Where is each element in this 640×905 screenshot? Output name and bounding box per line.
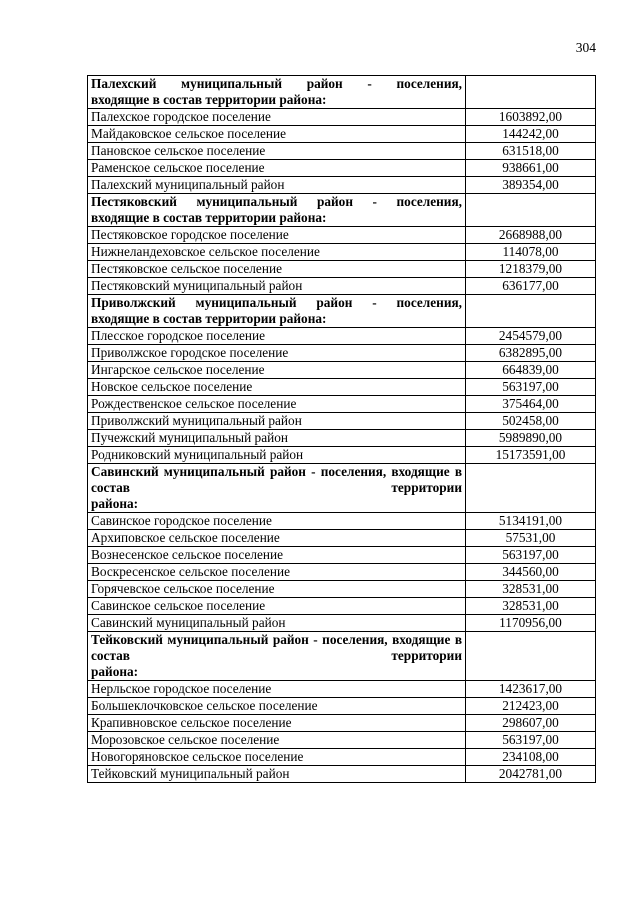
table-row (88, 345, 596, 362)
section-header-row (88, 632, 596, 681)
settlement-name: Вознесенское сельское поселение (88, 547, 466, 564)
settlement-amount: 6382895,00 (466, 345, 596, 362)
settlement-amount: 1218379,00 (466, 261, 596, 278)
section-header-amount-cell (466, 295, 596, 328)
section-header-line: Приволжский муниципальный район - поселения, (91, 295, 462, 310)
settlement-amount: 1423617,00 (466, 681, 596, 698)
settlement-name: Пестяковское городское поселение (88, 227, 466, 244)
settlement-amount: 2042781,00 (466, 766, 596, 783)
settlement-amount: 375464,00 (466, 396, 596, 413)
section-header-line: поселения, входящие в состав территории (91, 464, 463, 495)
settlement-name: Раменское сельское поселение (88, 160, 466, 177)
settlement-amount: 298607,00 (466, 715, 596, 732)
section-header (88, 194, 466, 227)
settlement-amount: 212423,00 (466, 698, 596, 715)
settlement-name: Палехский муниципальный район (88, 177, 466, 194)
table-row (88, 766, 596, 783)
section-header (88, 464, 466, 513)
section-header-row (88, 194, 596, 227)
table-row (88, 530, 596, 547)
settlement-name: Рождественское сельское поселение (88, 396, 466, 413)
section-header-amount-cell (466, 632, 596, 681)
settlement-amount: 57531,00 (466, 530, 596, 547)
settlement-name: Пучежский муниципальный район (88, 430, 466, 447)
settlement-name: Воскресенское сельское поселение (88, 564, 466, 581)
table-row (88, 732, 596, 749)
settlement-amount: 328531,00 (466, 598, 596, 615)
section-header-line: входящие в состав территории района: (91, 92, 327, 107)
section-header-line: поселения, входящие в состав территории (91, 632, 462, 663)
table-row (88, 598, 596, 615)
section-header-line: входящие в состав территории района: (91, 311, 327, 326)
settlement-name: Новское сельское поселение (88, 379, 466, 396)
settlement-name: Палехское городское поселение (88, 109, 466, 126)
settlement-amount: 144242,00 (466, 126, 596, 143)
settlement-amount: 15173591,00 (466, 447, 596, 464)
settlement-name: Приволжское городское поселение (88, 345, 466, 362)
settlement-amount: 1603892,00 (466, 109, 596, 126)
table-row (88, 109, 596, 126)
table-row (88, 681, 596, 698)
settlement-name: Крапивновское сельское поселение (88, 715, 466, 732)
section-header-row (88, 295, 596, 328)
settlement-amount: 328531,00 (466, 581, 596, 598)
section-header-line: Тейковский муниципальный район - (91, 632, 318, 647)
section-header (88, 76, 466, 109)
settlement-amount: 2454579,00 (466, 328, 596, 345)
settlement-amount: 1170956,00 (466, 615, 596, 632)
settlement-name: Большеклочковское сельское поселение (88, 698, 466, 715)
section-header-amount-cell (466, 76, 596, 109)
table-row (88, 143, 596, 160)
settlement-name: Приволжский муниципальный район (88, 413, 466, 430)
table-row (88, 749, 596, 766)
settlement-name: Архиповское сельское поселение (88, 530, 466, 547)
settlement-name: Савинский муниципальный район (88, 615, 466, 632)
settlement-amount: 2668988,00 (466, 227, 596, 244)
settlement-amount: 114078,00 (466, 244, 596, 261)
section-header-amount-cell (466, 194, 596, 227)
settlement-amount: 631518,00 (466, 143, 596, 160)
settlement-name: Майдаковское сельское поселение (88, 126, 466, 143)
table-row (88, 513, 596, 530)
settlement-amount: 664839,00 (466, 362, 596, 379)
section-header-row (88, 464, 596, 513)
section-header (88, 632, 466, 681)
table-row (88, 615, 596, 632)
page-number: 304 (575, 40, 596, 55)
table-row (88, 396, 596, 413)
settlement-name: Савинское сельское поселение (88, 598, 466, 615)
section-header-line: района: (91, 496, 139, 511)
settlement-amount: 234108,00 (466, 749, 596, 766)
settlement-name: Пестяковское сельское поселение (88, 261, 466, 278)
settlement-amount: 502458,00 (466, 413, 596, 430)
section-header-amount-cell (466, 464, 596, 513)
settlement-amount: 5989890,00 (466, 430, 596, 447)
settlement-amount: 563197,00 (466, 547, 596, 564)
section-header (88, 295, 466, 328)
section-header-row (88, 76, 596, 109)
settlement-name: Морозовское сельское поселение (88, 732, 466, 749)
settlement-name: Нерльское городское поселение (88, 681, 466, 698)
table-row (88, 244, 596, 261)
settlement-amount: 389354,00 (466, 177, 596, 194)
table-row (88, 581, 596, 598)
table-row (88, 379, 596, 396)
settlement-name: Плесское городское поселение (88, 328, 466, 345)
budget-table (87, 75, 596, 783)
table-row (88, 261, 596, 278)
table-row (88, 227, 596, 244)
settlement-amount: 938661,00 (466, 160, 596, 177)
settlement-amount: 636177,00 (466, 278, 596, 295)
table-body (88, 76, 596, 783)
settlement-name: Родниковский муниципальный район (88, 447, 466, 464)
section-header-line: Пестяковский муниципальный район - поселения, (91, 194, 462, 209)
settlement-name: Новогоряновское сельское поселение (88, 749, 466, 766)
table-row (88, 698, 596, 715)
table-row (88, 413, 596, 430)
section-header-line: Палехский муниципальный район - поселения, (91, 76, 462, 91)
settlement-name: Ингарское сельское поселение (88, 362, 466, 379)
section-header-line: Савинский муниципальный район - (91, 464, 316, 479)
settlement-amount: 344560,00 (466, 564, 596, 581)
table-row (88, 328, 596, 345)
settlement-amount: 563197,00 (466, 732, 596, 749)
settlement-name: Савинское городское поселение (88, 513, 466, 530)
table-row (88, 715, 596, 732)
table-row (88, 160, 596, 177)
table-row (88, 278, 596, 295)
settlement-amount: 563197,00 (466, 379, 596, 396)
table-row (88, 126, 596, 143)
settlement-name: Нижнеландеховское сельское поселение (88, 244, 466, 261)
table-row (88, 547, 596, 564)
settlement-amount: 5134191,00 (466, 513, 596, 530)
table-row (88, 362, 596, 379)
settlement-name: Пановское сельское поселение (88, 143, 466, 160)
table-row (88, 430, 596, 447)
settlement-name: Пестяковский муниципальный район (88, 278, 466, 295)
section-header-line: входящие в состав территории района: (91, 210, 327, 225)
settlement-name: Тейковский муниципальный район (88, 766, 466, 783)
settlement-name: Горячевское сельское поселение (88, 581, 466, 598)
table-row (88, 447, 596, 464)
section-header-line: района: (91, 664, 139, 679)
table-row (88, 564, 596, 581)
table-row (88, 177, 596, 194)
